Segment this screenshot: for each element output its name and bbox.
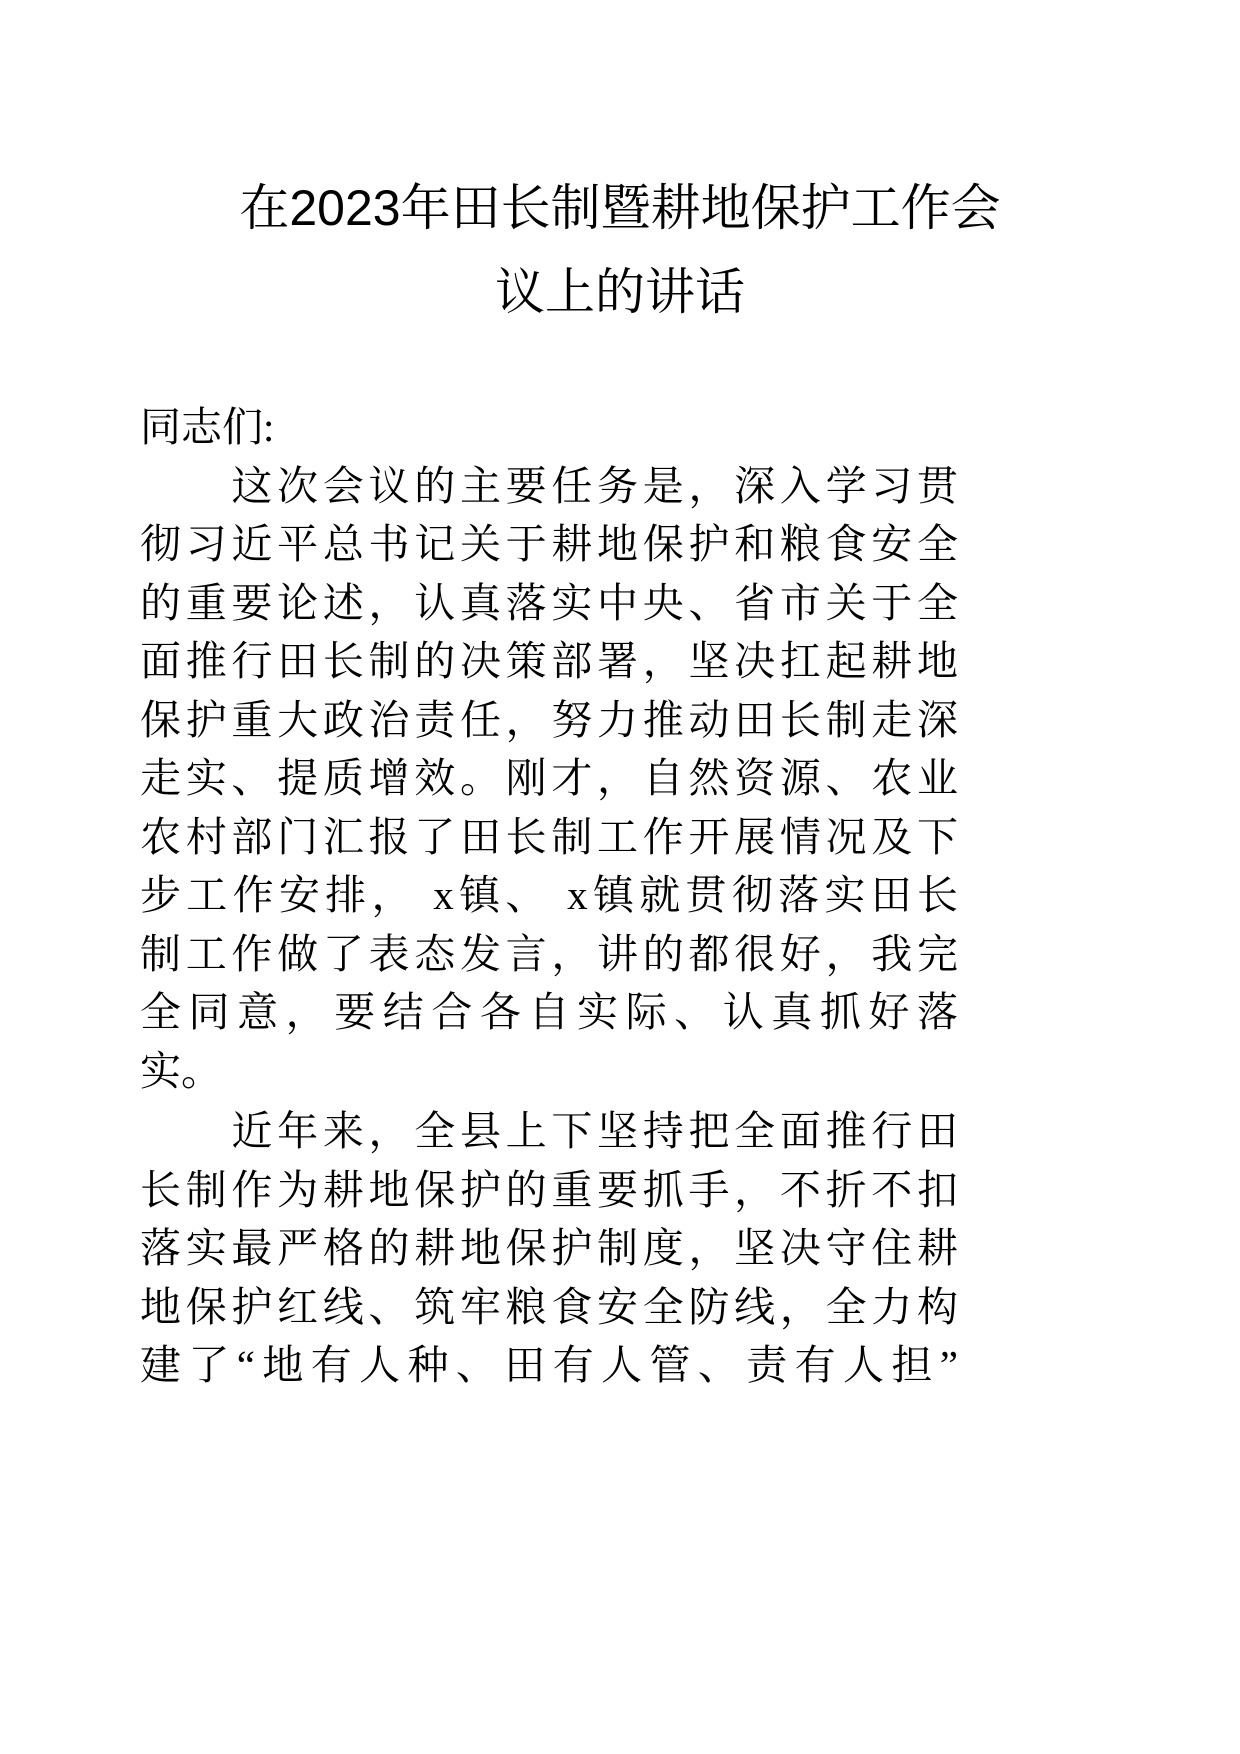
document-title-line-2: 议上的讲话	[495, 264, 745, 320]
paragraph-line: 农村部门汇报了田长制工作开展情况及下	[140, 813, 958, 860]
paragraph-line: 全同意，要结合各自实际、认真抓好落	[140, 989, 958, 1035]
paragraph-line: 实。	[140, 1047, 222, 1094]
paragraph-line: 保护重大政治责任，努力推动田长制走深	[140, 696, 958, 743]
document-title-line-1: 在2023年田长制暨耕地保护工作会	[239, 180, 1001, 236]
document-body	[140, 398, 958, 1395]
paragraph-line: 制工作做了表态发言，讲的都很好，我完	[140, 930, 958, 977]
paragraph-line: 地保护红线、筑牢粮食安全防线，全力构	[140, 1283, 958, 1330]
paragraph-line: 彻习近平总书记关于耕地保护和粮食安全	[140, 521, 958, 567]
paragraph-line: 步工作安排， x镇、 x镇就贯彻落实田长	[140, 872, 958, 918]
paragraph-line: 近年来，全县上下坚持把全面推行田	[140, 1108, 958, 1154]
paragraph-line: 的重要论述，认真落实中央、省市关于全	[140, 579, 958, 626]
paragraph-line: 落实最严格的耕地保护制度，坚决守住耕	[140, 1225, 958, 1271]
paragraph-line: 长制作为耕地保护的重要抓手，不折不扣	[140, 1166, 958, 1213]
salutation: 同志们:	[140, 404, 275, 450]
paragraph-line: 这次会议的主要任务是，深入学习贯	[140, 462, 958, 509]
paragraph-1	[140, 457, 958, 1101]
paragraph-2	[140, 1102, 958, 1395]
paragraph-line: 面推行田长制的决策部署，坚决扛起耕地	[140, 638, 958, 684]
paragraph-line: 走实、提质增效。刚才，自然资源、农业	[140, 755, 958, 801]
paragraph-line: 建了“地有人种、田有人管、责有人担”	[140, 1342, 958, 1388]
